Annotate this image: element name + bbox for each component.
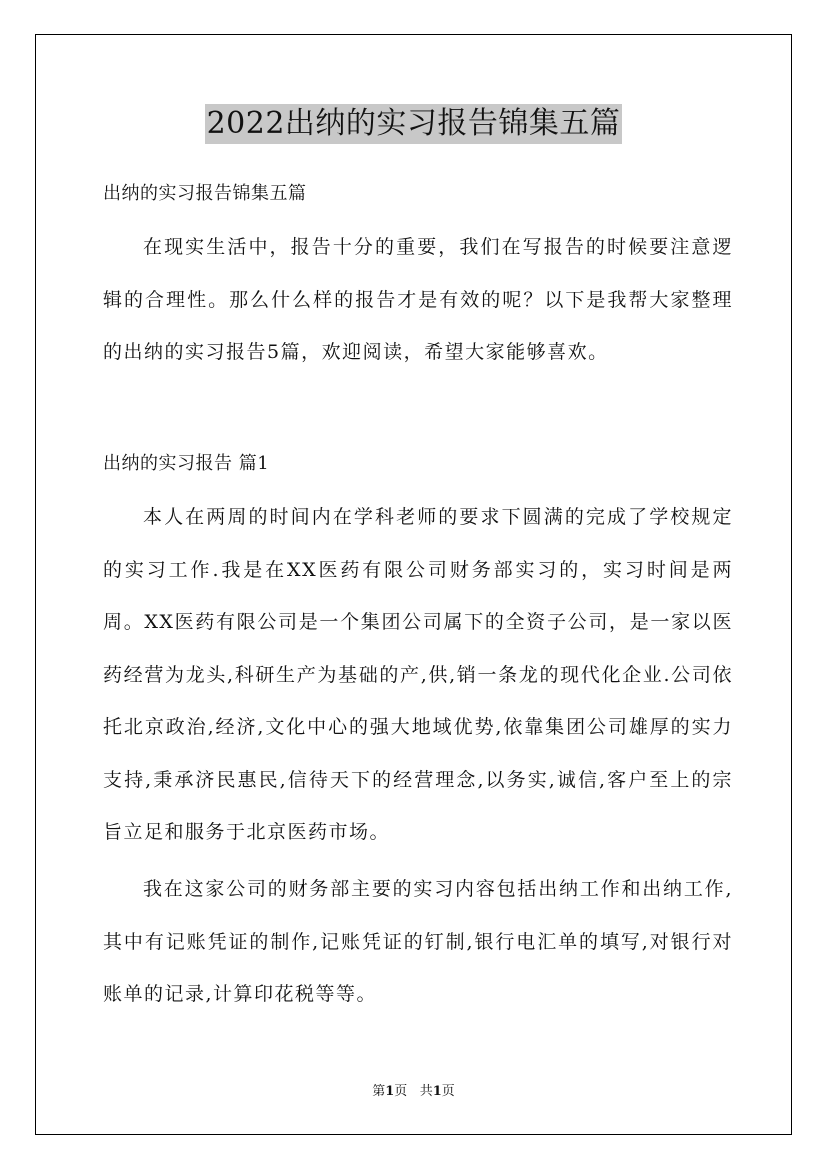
document-title: 2022出纳的实习报告锦集五篇 [205,104,623,144]
footer-current-page: 1 [385,1084,395,1099]
section-heading: 出纳的实习报告 篇1 [103,453,270,474]
document-subtitle: 出纳的实习报告锦集五篇 [103,183,307,204]
body-paragraph-2: 我在这家公司的财务部主要的实习内容包括出纳工作和出纳工作,其中有记账凭证的制作,记账凭证的钉制,银行电汇单的填写,对银行对账单的记录,计算印花税等等。 [103,878,733,1005]
title-container [0,104,827,144]
footer-prefix: 第 [372,1084,386,1099]
intro-paragraph: 在现实生活中，报告十分的重要，我们在写报告的时候要注意逻辑的合理性。那么什么样的报告才是有效的呢？以下是我帮大家整理的出纳的实习报告5篇，欢迎阅读，希望大家能够喜欢。 [103,236,733,363]
footer-total-pages: 1 [432,1084,442,1099]
body-paragraph-1: 本人在两周的时间内在学科老师的要求下圆满的完成了学校规定的实习工作.我是在XX医药有限公司财务部实习的，实习时间是两周。XX医药有限公司是一个集团公司属下的全资子公司，是一家以医药经营为龙头,科研生产为基础的产,供,销一条龙的现代化企业.公司依托北京政治,经济,文化中心的强大地域优势,依靠集团公司雄厚的实力支持,秉承济民惠民,信待天下的经营理念,以务实,诚信,客户至上的宗旨立足和服务于北京医药市场。 [103,506,733,843]
footer-suffix: 页 [441,1084,455,1099]
footer-mid: 页 共 [394,1084,433,1099]
page-footer [0,1083,827,1101]
